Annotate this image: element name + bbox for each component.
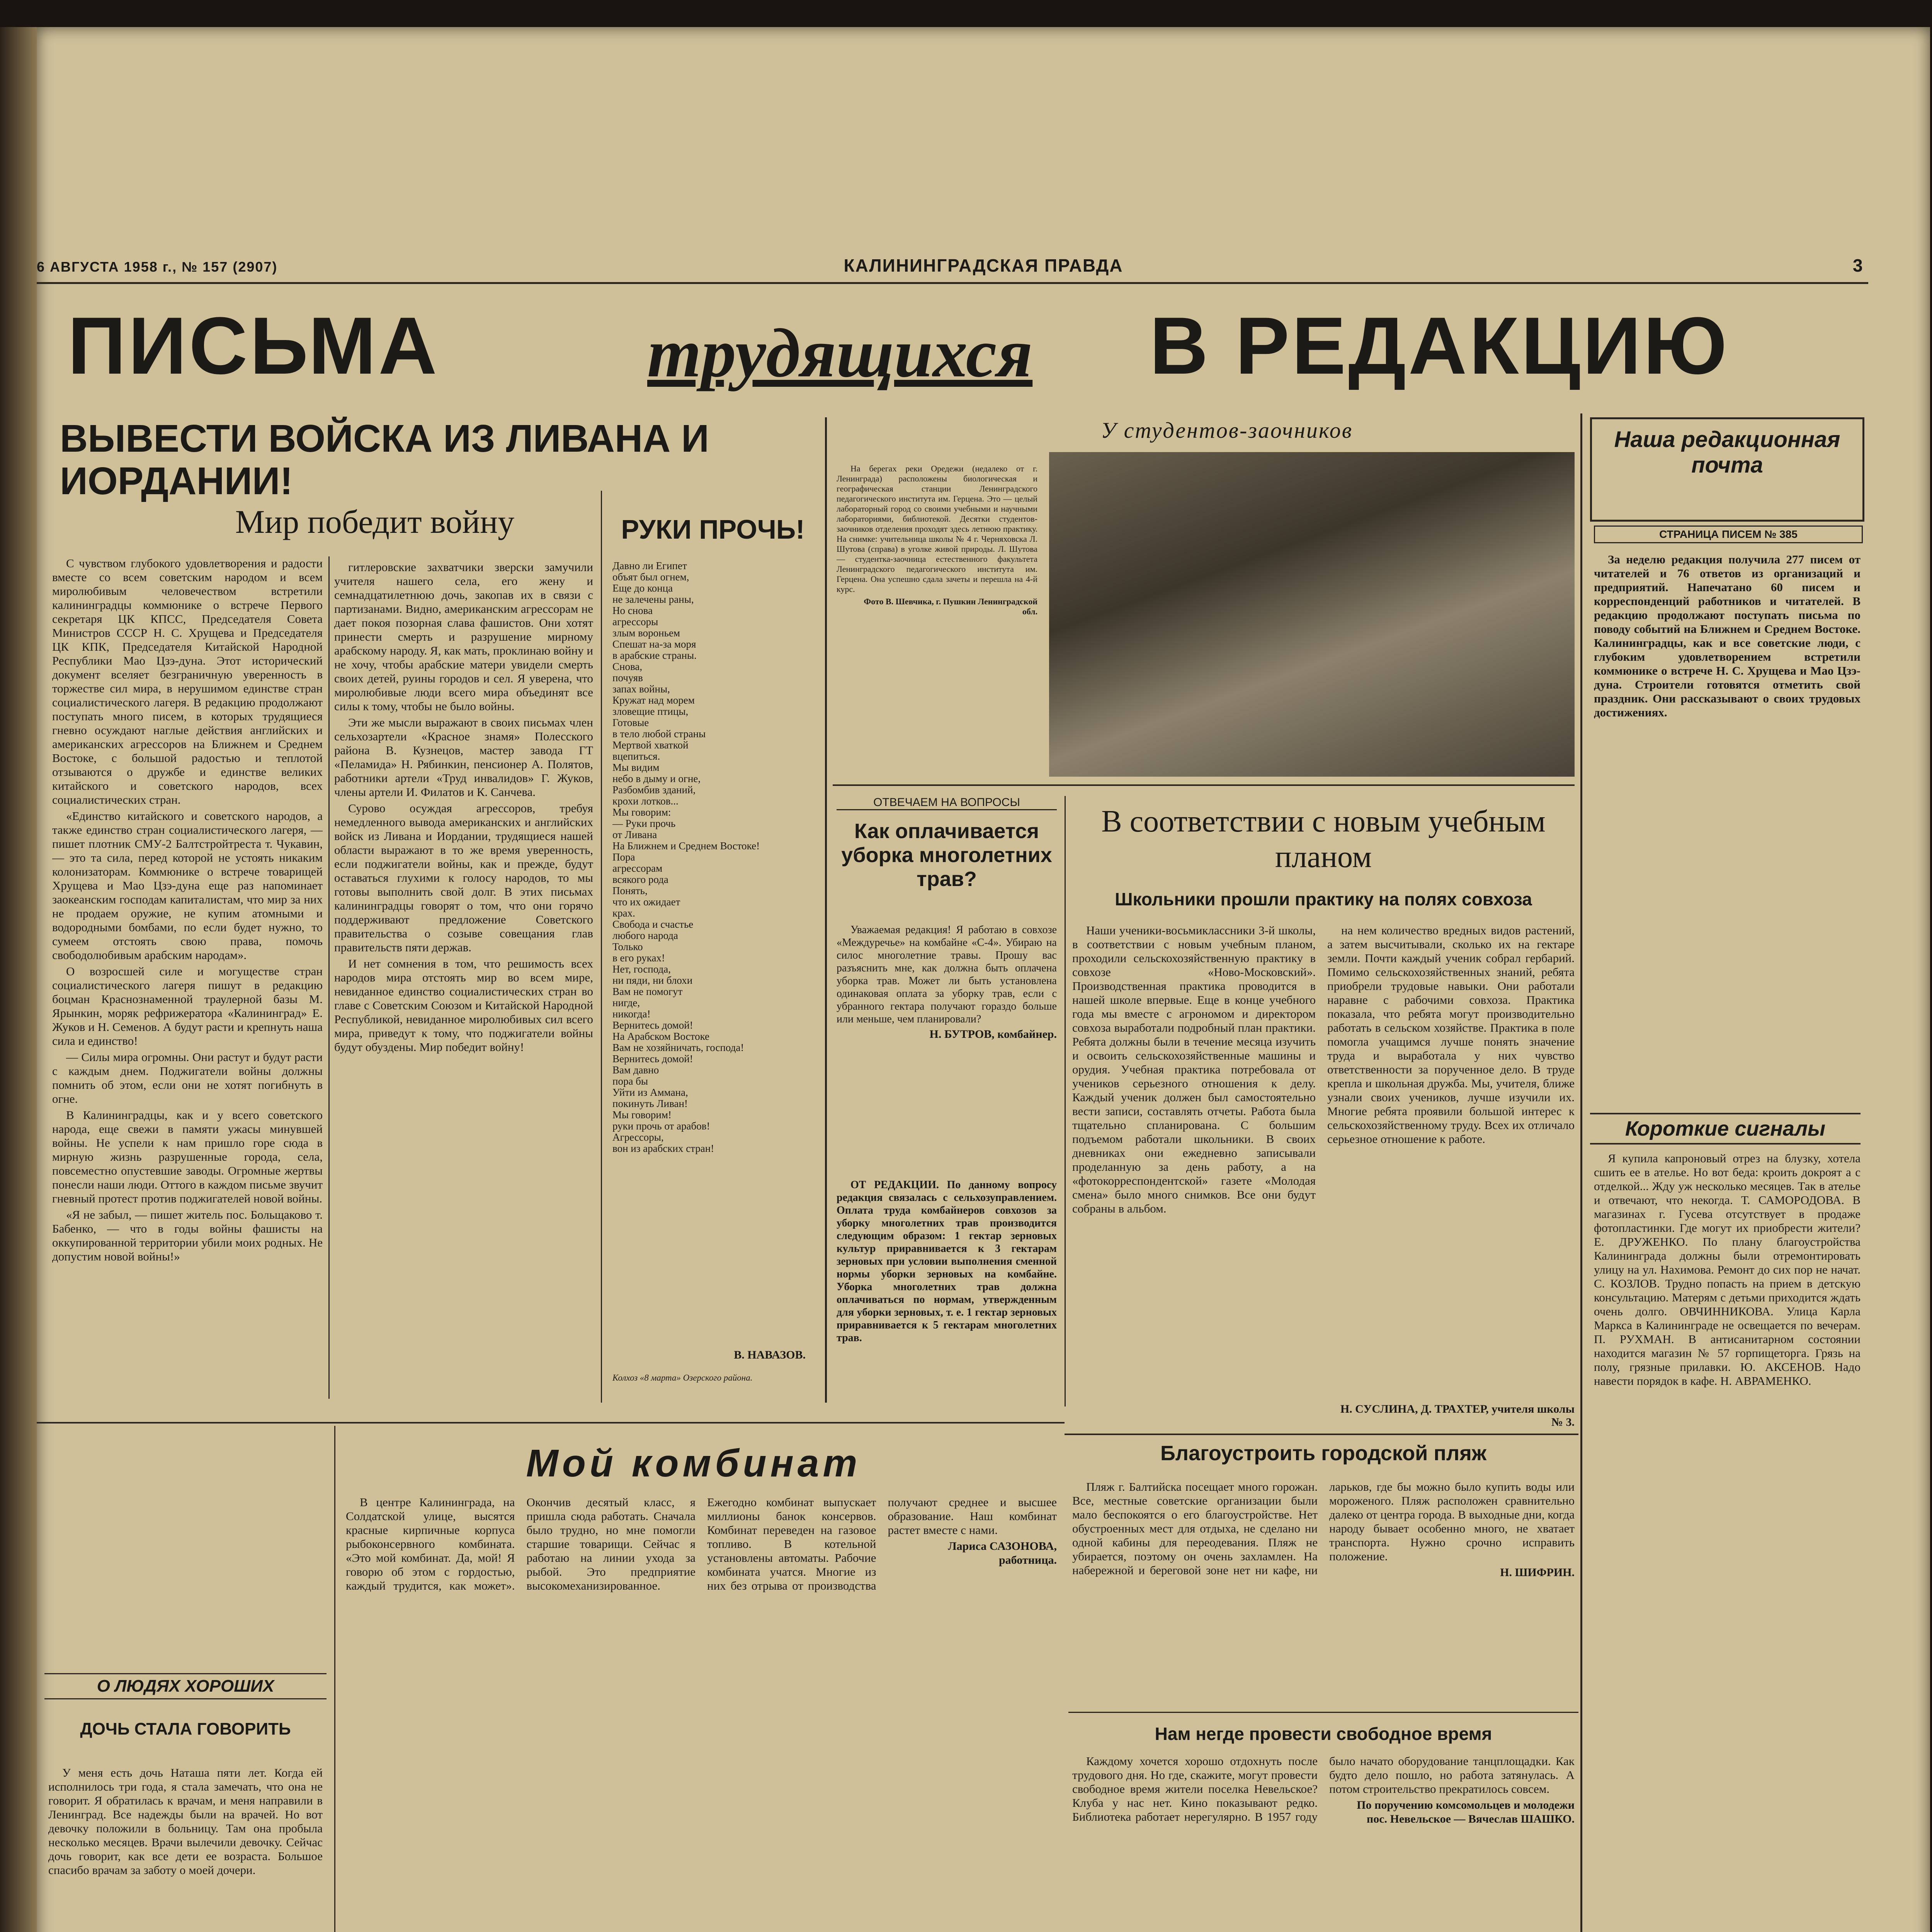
paragraph: У меня есть дочь Наташа пяти лет. Когда ей исполнилось три года, я стала замечать, что она не говорит. Я обратилась к врачам, и меня направили в Ленинград. Все надежды были на врачей. Но вот девочку положили в больницу. Там она пробыла несколько месяцев. Врачи вылечили девочку. Сейчас дочь говорит, как все дети ее возраста. Большое спасибо врачам за заботу о моей дочери. [48, 1766, 323, 1877]
block-rule [1065, 1434, 1578, 1435]
mailbox-kicker: СТРАНИЦА ПИСЕМ № 385 [1594, 526, 1863, 543]
beach-signature: Н. ШИФРИН. [1500, 1566, 1575, 1579]
page-number: 3 [1853, 255, 1864, 276]
paragraph: на нем количество вредных видов растений, а затем высчитывали, сколько их на гектаре земли. Почти каждый ученик собрал гербарий. Помимо сельскохозяйственных знаний, ребята приобрели трудовые навыки. Они работали наравне с рабочими совхоза. Практика показала, что ребята могут производительно работать в сельском хозяйстве. Практика в поле помогла учащимся лучше понять значение труда и выработала у них чувство ответственности за порученное дело. В труде крепла и школьная дружба. Мы, учителя, ближе узнали своих учеников, лучше изучили их. Многие ребята проявили большой интерес к сельскохозяйственному труду. Всех их отличало серьезное отношение к работе. [1327, 923, 1575, 1146]
beach-body [1072, 1480, 1575, 1696]
section-banner [68, 298, 1861, 398]
paragraph: В Калининградцы, как и у всего советского народа, еще свежи в памяти ужасы минувшей войны. Не успели к нам пришло горе сюда в мирную жизнь разрушенные города, села, повсеместно опустевшие заводы. Огромные жертвы понесли наши люди. Оттого в каждом письме звучит гневный протест против поджигателей новой войны. [52, 1108, 323, 1205]
paragraph: Сурово осуждая агрессоров, требуя немедленного вывода американских и английских войск из Ливана и Иордании, трудящиеся нашей области выражают в то же время уверенность, если поджигатели войны, как и прежде, будут оставаться глухими к голосу народов, то мы готовы выполнить свой долг. В этих письмах калининградцы говорят о том, что они горячо поддерживают предложение Советского правительства о созыве совещания глав правительств пяти держав. [334, 801, 593, 954]
kombinat-body [346, 1495, 1057, 1932]
freetime-signature: По поручению комсомольцев и молодежи пос. Невельское — Вячеслав ШАШКО. [1357, 1799, 1575, 1825]
column-rule [1580, 413, 1582, 1932]
kombinat-title: Мой комбинат [526, 1442, 861, 1485]
paragraph: С чувством глубокого удовлетворения и радости вместе со всем советским народом и всем миролюбивым человечеством встретили калининградцы коммюнике о встрече Первого секретаря ЦК КПСС, Председателя Совета Министров СССР Н. С. Хрущева и Председателя ЦК КПК, Председателя Китайской Народной Республики Мао Цзэ-дуна. Этот исторический документ вселяет безграничную уверенность в торжестве сил мира, в нерушимом единстве стран социалистического лагеря. В редакцию продолжают поступать много писем, в которых трудящиеся гневно осуждают наглые действия английских и американских агрессоров на Ближнем и Среднем Востоке, с большой радостью и теплотой отзываются о дружбе и единстве великих китайского и советского народов, всех социалистических стран. [52, 556, 323, 806]
mailbox-body [1594, 553, 1861, 1109]
block-rule [37, 1422, 1065, 1423]
qa-title: Как оплачивается уборка многолетних трав? [841, 820, 1052, 891]
paragraph: гитлеровские захватчики зверски замучили учителя нашего села, его жену и семнадцатилетнюю дочь, закопав их в связи с партизанами. Видно, американским агрессорам не дает покоя позорная слава фашистов. Они хотят принести смерть и разрушение мирному арабскому народу. Я, как мать, проклинаю войну и не хочу, чтобы арабские матери увидели смерть своих детей, руины городов и сел. Я уверена, что миролюбивые люди всего мира объединят все силы к тому, чтобы не было войны. [334, 560, 593, 713]
article-column [334, 560, 593, 1395]
photo-credit: Фото В. Шевчика, г. Пушкин Ленинградской обл. [864, 597, 1037, 616]
signals-body [1594, 1151, 1861, 1932]
school-title: В соответствии с новым учебным планом [1101, 804, 1546, 874]
paragraph: Каждому хочется хорошо отдохнуть после трудового дня. Но где, скажите, могут провести свободное время жители поселка Невельское? Клуба у нас нет. Кино показывают редко. Библиотека работает нерегулярно. В 1957 году было начато оборудование танцплощадки. Как будто дело пошло, но работа затянулась. А потом строительство прекратилось совсем. [1072, 1754, 1575, 1823]
binding-edge [0, 27, 37, 1932]
qa-signature: Н. БУТРОВ, комбайнер. [929, 1028, 1057, 1041]
paragraph: На берегах реки Оредежи (недалеко от г. Ленинграда) расположены биологическая и географическая станции Ленинградского педагогического института им. Герцена. Это — целый лабораторный город со своими учебными и научными лабораториями, библиотекой. Десятки студентов-заочников отделения проходят здесь летнюю практику. На снимке: учительница школы № 4 г. Черняховска Л. Шутова (справа) в уголке живой природы. Л. Шутова — студентка-заочница естественного факультета Ленинградского педагогического института им. Герцена. Она успешно сдала зачеты и перешла на 4-й курс. [837, 464, 1037, 594]
poem-body: Давно ли Египет объят был огнем, Еще до конца не залечены раны, Но снова агрессоры злым вороньем Спешат на-за моря в арабские страны. Снова, почуяв запах войны, Кружат над морем зловещие птицы, Готовые в тело любой страны Мертвой хваткой вцепиться. Мы видим небо в дыму и огне, Разбомбив зданий, крохи лотков... Мы говорим: — Руки прочь от Ливана На Ближнем и Среднем Востоке! Пора агрессорам всякого рода Понять, что их ожидает крах. Свобода и счастье любого народа Только в его руках! Нет, господа, ни пяди, ни блохи Вам не помогут нигде, никогда! Вернитесь домой! На Арабском Востоке Вам не хозяйничать, господа! Вернитесь домой! Вам давно пора бы Уйти из Аммана, покинуть Ливан! Мы говорим! руки прочь от арабов! Агрессоры, вон из арабских стран! [612, 560, 760, 1154]
good-people-kicker: О ЛЮДЯХ ХОРОШИХ [44, 1673, 327, 1699]
article-column [1072, 923, 1316, 1418]
school-signature: Н. СУСЛИНА, Д. ТРАХТЕР, учителя школы № 3. [1340, 1403, 1575, 1429]
qa-kicker: ОТВЕЧАЕМ НА ВОПРОСЫ [837, 796, 1057, 810]
block-rule [833, 784, 1575, 786]
article-column [48, 1766, 323, 1932]
paragraph: За неделю редакция получила 277 писем от читателей и 76 ответов из организаций и предприятий. Напечатано 60 писем и корреспонденций работников и читателей. В редакцию продолжают поступать письма по поводу событий на Ближнем и Среднем Востоке. Калининградцы, как и все советские люди, с глубоким удовлетворением встретили коммюнике о встрече Н. С. Хрущева и Мао Цзэ-дуна. Строители готовятся отметить свой праздник. Они рассказывают о своих трудовых достижениях. [1594, 553, 1861, 719]
beach-title: Благоустроить городской пляж [1160, 1442, 1486, 1465]
masthead: КАЛИНИНГРАДСКАЯ ПРАВДА [844, 255, 1123, 276]
good-people-title: ДОЧЬ СТАЛА ГОВОРИТЬ [80, 1719, 291, 1738]
issue-date: 6 АВГУСТА 1958 г., № 157 (2907) [37, 259, 278, 275]
banner-left: ПИСЬМА [68, 300, 439, 391]
column-rule [334, 1426, 335, 1932]
paragraph: В центре Калининграда, на Солдатской улице, высятся красные кирпичные корпуса рыбоконсервного комбината. «Это мой комбинат. Да, мой! Я говорю об этом с гордостью, каждый трудится, как может». Окончив десятый класс, я пришла сюда работать. Сначала было трудно, но мне помогли старшие товарищи. Сейчас я работаю на линии ухода за рыбой. Это предприятие высокомеханизированное. Ежегодно комбинат выпускает миллионы банок консервов. Комбинат переведен на газовое топливо. В котельной установлены автоматы. Рабочие комбината учатся. Многие из них без отрыва от производства получают среднее и высшее образование. Наш комбинат растет вместе с нами. [346, 1495, 1057, 1592]
photo-section-title: У студентов-заочников [1101, 418, 1353, 443]
banner-right: В РЕДАКЦИЮ [1150, 300, 1730, 391]
poem-title: РУКИ ПРОЧЬ! [621, 514, 805, 544]
column-rule [601, 491, 602, 1403]
paragraph: ОТ РЕДАКЦИИ. По данному вопросу редакция связалась с сельхозуправлением. Оплата труда комбайнеров совхозов за уборку многолетних трав производится следующим образом: 1 гектар зерновых культур приравнивается к 3 гектарам зерновых при условии выполнения сменной нормы уборки зерновых на комбайне. Уборка многолетних трав должна оплачиваться по нормам, утвержденным для уборки зерновых, т. е. 1 гектар зерновых приравнивается к 5 гектарам многолетних трав. [837, 1179, 1057, 1344]
column-rule [825, 417, 827, 1403]
paragraph: «Единство китайского и советского народов, а также единство стран социалистического лагеря, — пишет плотник СМУ-2 Балтстройтреста т. Чукавин, — это та сила, перед которой не устоять никаким колонизаторам. Коммюнике о встрече товарищей Хрущева и Мао Цзэ-дуна еще раз напоминает заокеанским господам капиталистам, что мир за них не продаем оружие, не купим атомными и водородными бомбами, по если будет нужно, то сумеем отстоять свою права, помочь свободолюбивым арабским народам». [52, 809, 323, 962]
article-column [52, 556, 323, 1546]
paragraph: Пляж г. Балтийска посещает много горожан. Все, местные советские организации были мало беспокоятся о его благоустройстве. Нет обустроенных мест для отдыха, не сделано ни одной кабины для переодевания. Пляж не убирается, поэтому он очень захламлен. На набережной и береговой зоне нет ни кафе, ни ларьков, где бы можно было купить воды или мороженого. Пляж расположен сравнительно далеко от центра города. В выходные дни, когда народу бывает особенно много, не хватает транспорта. Нужно срочно исправить положение. [1072, 1480, 1575, 1577]
freetime-title: Нам негде провести свободное время [1155, 1724, 1492, 1744]
paragraph: Наши ученики-восьмиклассники 3-й школы, в соответствии с новым учебным планом, проходили сельскохозяйственную практику в совхозе «Ново-Московский». Производственная практика проводится в нашей школе впервые. Еще в конце учебного года мы вместе с агрономом и директором совхоза выработали подробный план практики. Ребята должны были в течение месяца изучить и освоить сельскохозяйственные машины и орудия. Учебная практика потребовала от учеников серьезного отношения к делу. Каждый ученик должен был самостоятельно вести записи, составлять отчеты. Работа была тщательно спланирована. С большим подъемом работали школьники. В своих дневниках они ежедневно записывали проделанную за день работу, а на «фотокорреспондентской» газете «Молодая смена» было много снимков. Все они будут собраны в альбом. [1072, 923, 1316, 1215]
poem-note: Колхоз «8 марта» Озерского района. [612, 1373, 753, 1383]
paragraph: — Силы мира огромны. Они растут и будут расти с каждым днем. Поджигатели войны должны помнить об этом, если они не хотят погибнуть в огне. [52, 1050, 323, 1105]
signals-title: Короткие сигналы [1590, 1113, 1861, 1145]
article-column [1327, 923, 1575, 1399]
photo [1049, 452, 1575, 777]
paragraph: Я купила капроновый отрез на блузку, хотела сшить ее в ателье. Но вот беда: кроить докроят а с отделкой... Жду уж несколько месяцев. Так в ателье и отвечают, что некогда. Т. САМОРОДОВА. В магазинах г. Гусева отсутствует в продаже фотопластинки. Где могут их приобрести жители? Е. ДРУЖЕНКО. По плану благоустройства Калининграда должны были отремонтировать улицу на ул. Нахимова. Ремонт до сих пор не начат. С. КОЗЛОВ. Трудно попасть на прием в детскую консультацию. Матерям с детьми приходится ждать очень долго. ОВЧИННИКОВА. Улица Карла Маркса в Калининграде не освещается по вечерам. П. РУХМАН. В антисанитарном состоянии находится магазин № 57 горпищеторга. Грязь на полу, грязные прилавки. Ю. АКСЕНОВ. Надо навести порядок в кафе. Н. АВРАМЕНКО. [1594, 1151, 1861, 1388]
school-subtitle: Школьники прошли практику на полях совхоза [1115, 889, 1532, 909]
column-rule [328, 556, 330, 1399]
column-rule [1065, 796, 1066, 1406]
banner-middle: трудящихся [647, 315, 1033, 391]
article-title: Мир победит войну [235, 503, 515, 540]
photo-caption [837, 464, 1037, 761]
qa-letter [837, 923, 1057, 1171]
paragraph: Эти же мысли выражают в своих письмах член сельхозартели «Красное знамя» Полесского района В. Кузнецов, мастер завода ГТ «Пеламида» Н. Рябинкин, пенсионер А. Полятов, работники артели «Труд инвалидов» Г. Жуков, члены артели И. Филатов и К. Санчева. [334, 716, 593, 799]
qa-answer [837, 1179, 1057, 1406]
freetime-body [1072, 1754, 1575, 1932]
paragraph: Уважаемая редакция! Я работаю в совхозе «Междуречье» на комбайне «С-4». Убираю на силос многолетние травы. Прошу вас разъяснить мне, как должна быть оплачена уборка трав. Может ли быть установлена одинаковая оплата за уборку трав, если с убранного гектара получают гораздо больше или меньше, чем планировали? [837, 924, 1057, 1025]
mailbox-box [1590, 417, 1864, 522]
newspaper-page [37, 27, 1930, 1932]
mailbox-title: Наша редакционная почта [1614, 427, 1840, 478]
block-rule [1068, 1712, 1578, 1713]
header-rule [37, 282, 1868, 284]
kombinat-signature: Лариса САЗОНОВА, работница. [948, 1540, 1057, 1566]
poem-signature: В. НАВАЗОВ. [734, 1349, 806, 1361]
paragraph: «Я не забыл, — пишет житель пос. Больщаково т. Бабенко, — что в годы войны фашисты на оккупированной территории убили моих родных. Не допустим новой войны!» [52, 1208, 323, 1263]
paragraph: О возросшей силе и могуществе стран социалистического лагеря пишут в редакцию боцман Краснознаменной траулерной базы М. Ярынкин, моряк рефрижератора «Калининград» Е. Жуков и Н. Семенов. А будут расти и крепнуть наша сила и единство! [52, 964, 323, 1048]
lead-headline: ВЫВЕСТИ ВОЙСКА ИЗ ЛИВАНА И ИОРДАНИИ! [60, 417, 709, 503]
paragraph: И нет сомнения в том, что решимость всех народов мира отстоять мир во всем мире, невиданное единство социалистических стран во главе с Советским Союзом и Китайской Народной Республикой, невиданное миролюбивых сил всего мира, приведут к тому, что поджигатели войны будут обуздены. Мир победит войну! [334, 957, 593, 1054]
